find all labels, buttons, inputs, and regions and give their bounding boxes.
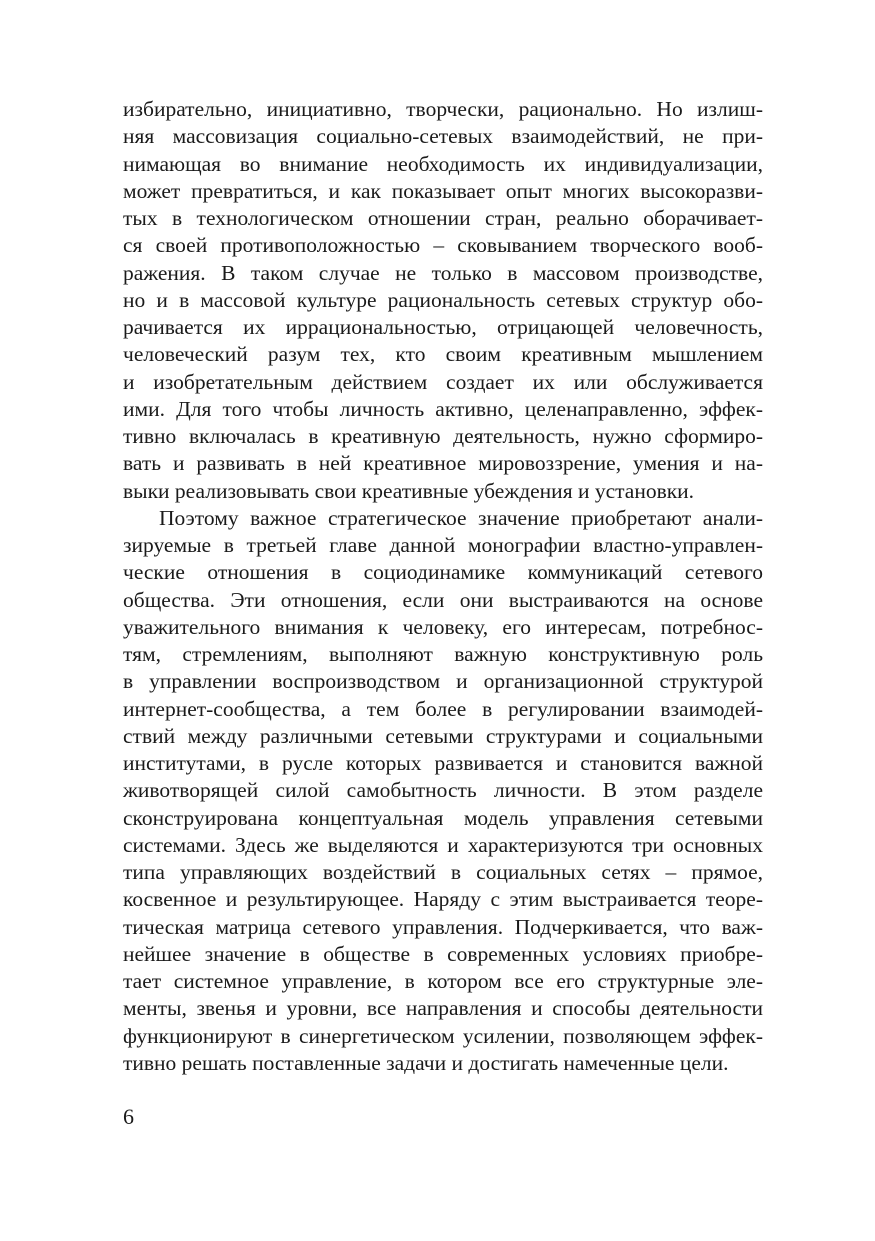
text-line: вать и развивать в ней креативное мировоззрение, умения и на- xyxy=(123,451,763,476)
text-line: тивно решать поставленные задачи и достигать намеченные цели. xyxy=(123,1050,729,1075)
text-line: ческие отношения в социодинамике коммуникаций сетевого xyxy=(123,560,763,585)
text-line: тическая матрица сетевого управления. Подчеркивается, что важ- xyxy=(123,914,763,939)
text-line: системами. Здесь же выделяются и характеризуются три основных xyxy=(123,832,763,857)
text-line: избирательно, инициативно, творчески, рационально. Но излиш- xyxy=(123,97,763,121)
text-line: интернет-сообщества, а тем более в регулировании взаимодей- xyxy=(123,696,763,721)
page-number: 6 xyxy=(123,1104,134,1129)
text-line: функционируют в синергетическом усилении, позволяющем эффек- xyxy=(123,1023,763,1048)
text-line: ствий между различными сетевыми структурами и социальными xyxy=(123,723,763,748)
text-line: типа управляющих воздействий в социальных сетях – прямое, xyxy=(123,860,763,884)
text-line: ражения. В таком случае не только в массовом производстве, xyxy=(123,260,763,285)
text-line: тивно включалась в креативную деятельность, нужно сформиро- xyxy=(123,424,763,448)
page-body xyxy=(123,96,763,1077)
text-line: уважительного внимания к человеку, его интересам, потребнос- xyxy=(123,614,763,639)
text-line: но и в массовой культуре рациональность сетевых структур обо- xyxy=(123,287,763,312)
text-line: Поэтому важное стратегическое значение приобретают анали- xyxy=(159,505,763,530)
text-line: тям, стремлениям, выполняют важную конструктивную роль xyxy=(123,642,763,666)
text-line: сконструирована концептуальная модель управления сетевыми xyxy=(123,805,763,830)
text-line: рачивается их иррациональностью, отрицающей человечность, xyxy=(123,315,763,339)
text-line: косвенное и результирующее. Наряду с этим выстраивается теоре- xyxy=(123,887,763,912)
text-line: менты, звенья и уровни, все направления и способы деятельности xyxy=(123,996,763,1021)
text-line: ими. Для того чтобы личность активно, целенаправленно, эффек- xyxy=(123,396,763,421)
text-line: общества. Эти отношения, если они выстраиваются на основе xyxy=(123,587,763,612)
paragraph xyxy=(123,96,763,505)
text-line: может превратиться, и как показывает опыт многих высокоразви- xyxy=(123,178,763,203)
text-line: выки реализовывать свои креативные убеждения и установки. xyxy=(123,478,695,503)
text-line: институтами, в русле которых развивается и становится важной xyxy=(123,751,763,775)
text-line: тых в технологическом отношении стран, реально оборачивает- xyxy=(123,206,763,230)
text-line: ся своей противоположностью – сковыванием творческого вооб- xyxy=(123,233,763,258)
text-line: нимающая во внимание необходимость их индивидуализации, xyxy=(123,151,763,176)
paragraph xyxy=(123,505,763,1077)
text-line: человеческий разум тех, кто своим креативным мышлением xyxy=(123,342,763,367)
text-line: животворящей силой самобытность личности. В этом разделе xyxy=(123,778,763,803)
text-line: в управлении воспроизводством и организационной структурой xyxy=(123,669,763,694)
text-line: и изобретательным действием создает их или обслуживается xyxy=(123,369,763,394)
text-line: зируемые в третьей главе данной монографии властно-управлен- xyxy=(123,533,763,557)
text-line: нейшее значение в обществе в современных условиях приобре- xyxy=(123,941,763,966)
text-line: няя массовизация социально-сетевых взаимодействий, не при- xyxy=(123,124,763,149)
text-line: тает системное управление, в котором все его структурные эле- xyxy=(123,969,763,993)
